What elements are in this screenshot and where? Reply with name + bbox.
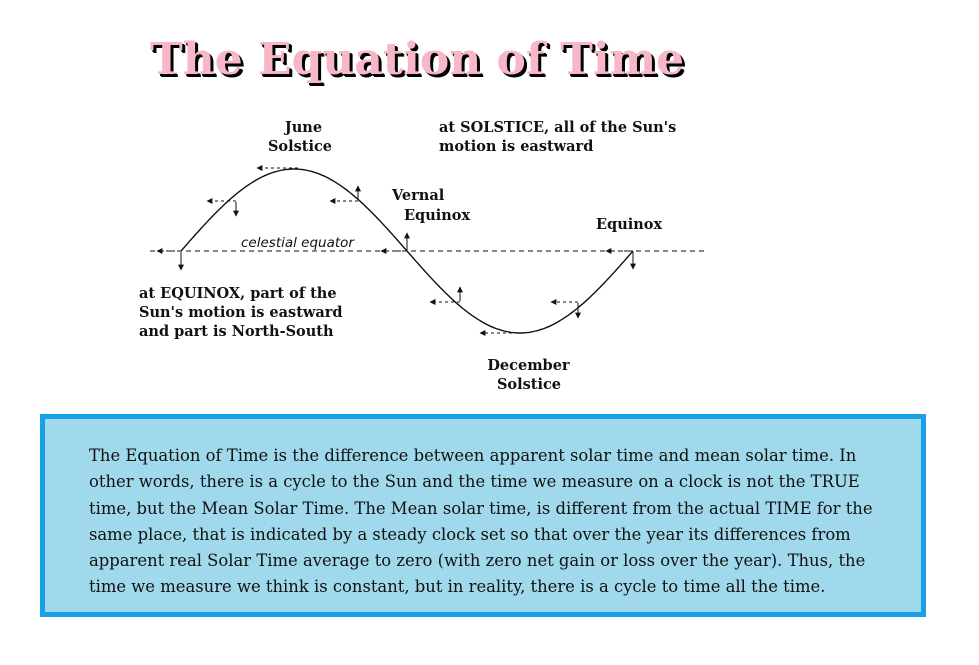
info-box xyxy=(40,414,926,617)
vernal-equinox-label: Vernal Equinox xyxy=(392,187,471,224)
info-text: The Equation of Time is the difference between apparent solar time and mean solar time. In other words, there is a cycle to the Sun and the time we measure on a clock is not the TRUE time, but the Mean Solar Time. The Mean solar time, is different from the actual TIME for the same place, that is indicated by a steady clock set so that over the year its differences from apparent real Solar Time average to zero (with zero net gain or loss over the year). Thus, the time we measure we think is constant, but in reality, there is a cycle to time all the time. xyxy=(89,446,873,597)
celestial-equator-label: celestial equator xyxy=(241,235,354,251)
equinox-label: Equinox xyxy=(596,216,663,233)
june-solstice-label: June Solstice xyxy=(267,119,333,155)
december-solstice-label: December Solstice xyxy=(487,357,570,393)
equinox-note: at EQUINOX, part of the Sun's motion is eastward and part is North-South xyxy=(139,285,343,340)
page-title: The Equation of Time xyxy=(150,34,685,85)
solstice-note: at SOLSTICE, all of the Sun's motion is eastward xyxy=(439,119,677,155)
